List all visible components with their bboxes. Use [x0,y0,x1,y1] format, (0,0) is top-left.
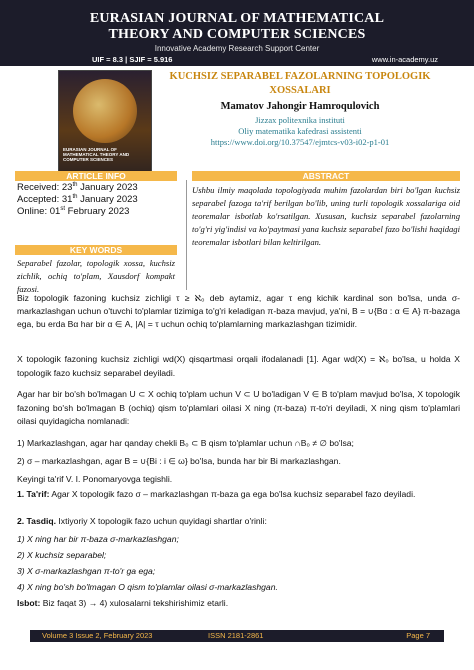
definition-1: 1. Ta'rif: Agar X topologik fazo σ – markazlashgan π-baza ga ega bo'lsa kuchsiz separabel fazo deyiladi. [17,489,416,499]
keywords-text: Separabel fazolar, topologik xossa, kuchsiz zichlik, ochiq to'plam, Xausdorf kompakt fazosi. [17,258,175,294]
proof: Isbot: Biz faqat 3) → 4) xulosalarni tekshirishimiz etarli. [17,598,229,608]
received-date: Received: 23th January 2023 [17,182,138,194]
cover-graphic [73,79,137,143]
condition-4: 4) X ning bo'sh bo'lmagan O qism to'plamlar oilasi σ-markazlashgan. [17,582,278,592]
body-paragraph-6: Keyingi ta'rif V. I. Ponomaryovga tegishli. [17,474,173,484]
online-date: Online: 01st February 2023 [17,206,130,218]
page-footer [30,630,444,642]
body-paragraph-2: X topologik fazoning kuchsiz zichligi wd(X) qisqartmasi orqali ifodalanadi [1]. Agar wd(X) = ℵ₀ bo'lsa, u holda X topologik fazo kuchsiz separabel deyiladi. [17,354,460,378]
paper-title-line2: XOSSALARI [269,85,331,96]
article-info-header: ARTICLE INFO [15,171,177,181]
condition-2: 2) X kuchsiz separabel; [17,550,107,560]
affiliation-institute: Jizzax politexnika instituti [255,115,345,125]
journal-title-line2: THEORY AND COMPUTER SCIENCES [108,27,366,42]
abstract-header: ABSTRACT [192,171,460,181]
affiliation-department: Oliy matematika kafedrasi assistenti [238,126,362,136]
footer-page: Page 7 [406,631,430,640]
body-paragraph-1: Biz topologik fazoning kuchsiz zichligi τ ≥ ℵ₀ deb aytamiz, agar τ eng kichik kardinal son bo'lsa, unda σ-markazlashgan uchun o'tuvchi to'plamlar tizimiga to'g'ri keladigan π-baza mavjud, ya'ni, B = ∪{Bα : α ∈ A} π-bazaga ega, bu erda Bα har bir α ∈ A, |A| = τ uchun ochiq to'plamlarning markazlashgan tizimidir. [17,293,460,329]
journal-website[interactable]: www.in-academy.uz [371,55,438,64]
journal-title-line1: EURASIAN JOURNAL OF MATHEMATICAL [89,11,385,26]
journal-cover-image [58,70,152,180]
column-divider [186,180,187,290]
journal-subtitle: Innovative Academy Research Support Center [154,44,320,53]
cover-title: EURASIAN JOURNAL OF MATHEMATICAL THEORY AND COMPUTER SCIENCES [63,147,130,162]
impact-factor: UIF = 8.3 | SJIF = 5.916 [92,55,173,64]
body-paragraph-4: 1) Markazlashgan, agar har qanday chekli B₀ ⊂ B qism to'plamlar uchun ∩B₀ ≠ ∅ bo'lsa; [17,438,354,448]
keywords-header: KEY WORDS [15,245,177,255]
body-paragraph-5: 2) σ – markazlashgan, agar B = ∪{Bi : i ∈ ω} bo'lsa, bunda har bir Bi markazlashgan. [17,456,341,466]
footer-issn: ISSN 2181-2861 [208,631,264,640]
doi-link[interactable]: https://www.doi.org/10.37547/ejmtcs-v03-i02-p1-01 [210,137,390,147]
accepted-date: Accepted: 31th January 2023 [17,194,138,206]
paper-title-line1: KUCHSIZ SEPARABEL FAZOLARNING TOPOLOGIK [169,71,431,82]
footer-volume: Volume 3 Issue 2, February 2023 [42,631,153,640]
statement-2: 2. Tasdiq. Ixtiyoriy X topologik fazo uchun quyidagi shartlar o'rinli: [17,516,267,526]
author-name: Mamatov Jahongir Hamroqulovich [220,101,380,112]
condition-1: 1) X ning har bir π-baza σ-markazlashgan; [17,534,179,544]
journal-header [0,0,474,66]
body-paragraph-3: Agar har bir bo'sh bo'lmagan U ⊂ X ochiq to'plam uchun V ⊂ U bo'ladigan V ∈ B to'plam mavjud bo'lsa, X topologik fazoning bo'sh bo'lmagan B (ochiq) qism to'plamlari oilasi X ning (π-baza) π-to'ri deyiladi, X ning qism to'plamlari oilasi quyidagicha nomlanadi: [17,389,460,426]
abstract-text: Ushbu ilmiy maqolada topologiyada muhim fazolardan biri bo'lgan kuchsiz separabel fazoga ta'rif berilgan bo'lib, uning turli topologik xossalariga oid teoremalar isbotlab ko'rsatilgan. Xususan, kuchsiz separabel fazolarning to'g'ri yig'indisi va ko'paytmasi yana kuchsiz separabel fazo bo'lishi haqidagi teoremalar isbotlari bilan keltirilgan. [192,185,460,247]
condition-3: 3) X σ-markazlashgan π-to'r ga ega; [17,566,156,576]
